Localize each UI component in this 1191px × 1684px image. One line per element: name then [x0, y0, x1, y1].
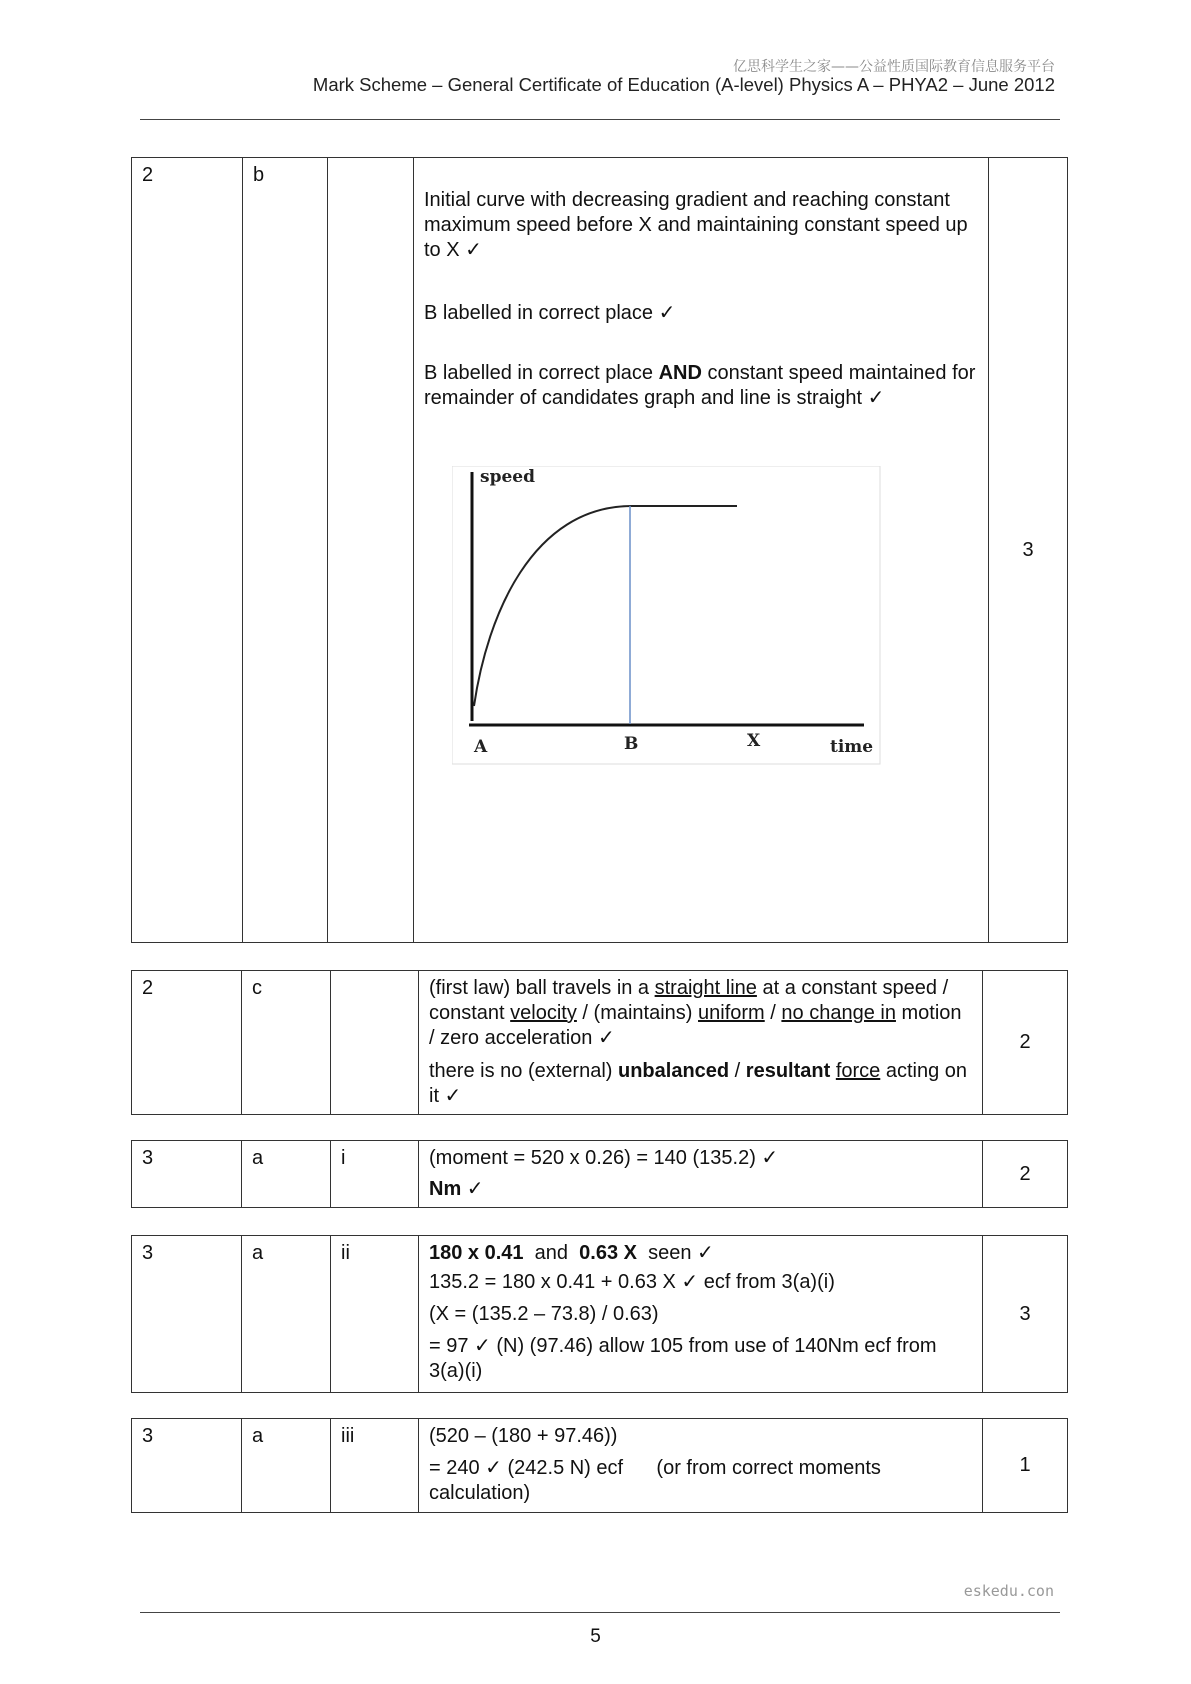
answer-line: Initial curve with decreasing gradient and reaching constant maximum speed before X and maintaining constant speed up to X ✓ [424, 189, 968, 261]
question-3aii-table [131, 1235, 1068, 1393]
answer-line: (first law) ball travels in a straight line at a constant speed / constant velocity / (maintains) uniform / no change in motion / zero acceleration ✓ [429, 977, 962, 1049]
question-3ai-table [131, 1140, 1068, 1208]
answer-line: = 240 ✓ (242.5 N) ecf (or from correct moments calculation) [429, 1457, 887, 1504]
graph-x-label: time [830, 737, 874, 757]
question-part: a [242, 1236, 331, 1393]
mark-cell: 3 [989, 158, 1068, 943]
graph-y-label: speed [480, 467, 535, 487]
question-number: 3 [132, 1141, 242, 1208]
answer-line: Nm ✓ [429, 1178, 484, 1200]
graph-point-a: A [474, 737, 488, 757]
graph-frame [452, 466, 880, 764]
question-subpart [328, 158, 414, 943]
answer-line: = 97 ✓ (N) (97.46) allow 105 from use of 140Nm ecf from 3(a)(i) [429, 1335, 937, 1382]
mark-cell: 2 [983, 971, 1068, 1115]
speed-time-graph [452, 466, 882, 766]
answer-line: B labelled in correct place AND constant speed maintained for remainder of candidates graph and line is straight ✓ [424, 362, 976, 409]
question-part: b [243, 158, 328, 943]
answer-line: 135.2 = 180 x 0.41 + 0.63 X ✓ ecf from 3(a)(i) [429, 1271, 835, 1293]
question-subpart: ii [331, 1236, 419, 1393]
header-rule [140, 119, 1060, 120]
question-number: 2 [132, 158, 243, 943]
question-subpart: iii [331, 1419, 419, 1513]
mark-cell: 2 [983, 1141, 1068, 1208]
header-title: Mark Scheme – General Certificate of Education (A-level) Physics A – PHYA2 – June 2012 [312, 74, 1055, 95]
question-subpart: i [331, 1141, 419, 1208]
graph-point-b: B [624, 734, 639, 754]
answer-cell [419, 971, 983, 1115]
question-number: 2 [132, 971, 242, 1115]
answer-cell [419, 1236, 983, 1393]
answer-line: there is no (external) unbalanced / resultant force acting on it ✓ [429, 1060, 968, 1107]
question-2c-table [131, 970, 1068, 1115]
question-subpart [331, 971, 419, 1115]
answer-line: 180 x 0.41 and 0.63 X seen ✓ [429, 1242, 714, 1264]
graph-point-x: X [747, 731, 761, 751]
answer-line: (moment = 520 x 0.26) = 140 (135.2) ✓ [429, 1147, 779, 1169]
mark-cell: 3 [983, 1236, 1068, 1393]
question-number: 3 [132, 1419, 242, 1513]
watermark: eskedu.con [963, 1582, 1054, 1600]
page-number: 5 [590, 1626, 601, 1647]
question-3aiii-table [131, 1418, 1068, 1513]
answer-line: (X = (135.2 – 73.8) / 0.63) [429, 1303, 659, 1325]
answer-cell [414, 158, 989, 943]
answer-line: (520 – (180 + 97.46)) [429, 1425, 618, 1447]
answer-cell [419, 1141, 983, 1208]
question-number: 3 [132, 1236, 242, 1393]
answer-line: B labelled in correct place ✓ [424, 302, 676, 324]
question-2b-table [131, 157, 1068, 943]
header-site-name: 亿思科学生之家——公益性质国际教育信息服务平台 [733, 59, 1055, 75]
question-part: a [242, 1141, 331, 1208]
mark-cell: 1 [983, 1419, 1068, 1513]
answer-cell [419, 1419, 983, 1513]
footer-rule [140, 1612, 1060, 1613]
question-part: a [242, 1419, 331, 1513]
question-part: c [242, 971, 331, 1115]
